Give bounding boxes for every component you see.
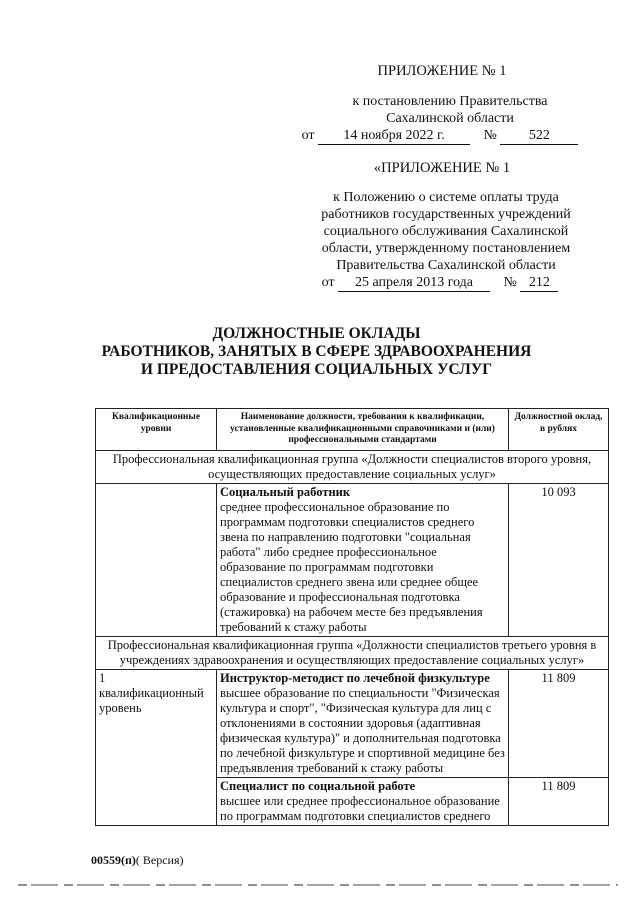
- annex-ref-line-4: области, утвержденному постановлением: [321, 241, 571, 256]
- scan-artifact-line: [18, 884, 618, 886]
- annex-title: ПРИЛОЖЕНИЕ № 1: [377, 63, 507, 79]
- row-position-cell: [217, 777, 509, 825]
- document-footer: [91, 853, 184, 868]
- annex-date: 14 ноября 2022 г.: [318, 127, 470, 145]
- header-levels: Квалификационные уровни: [96, 409, 217, 451]
- document-title-line-1: ДОЛЖНОСТНЫЕ ОКЛАДЫ: [212, 325, 421, 342]
- row-salary: 10 093: [509, 483, 609, 636]
- annex-header: [290, 63, 590, 145]
- annex-ref-line-2: работников государственных учреждений: [321, 207, 571, 222]
- position-title: Социальный работник: [220, 484, 351, 499]
- group-title-1: Профессиональная квалификационная группа «Должности специалистов второго уровня, осуществляющих предоставление социальных услуг»: [96, 450, 609, 483]
- position-requirements: среднее профессиональное образование по программам подготовки специалистов среднего звена по направлению подготовки "социальная работа" либо среднее профессиональное образование по программам подготовки специалистов среднего звена или среднее общее образование и профессиональная подготовка (стажировка) на рабочем месте без предъявления требований к стажу работы: [220, 499, 483, 634]
- annex-ref-date-line: [290, 274, 590, 292]
- annex-number: 522: [500, 127, 578, 145]
- row-position-cell: [217, 669, 509, 777]
- annex-ref-date: 25 апреля 2013 года: [338, 274, 490, 292]
- annex-ref-title: «ПРИЛОЖЕНИЕ № 1: [373, 160, 511, 176]
- table-row: [96, 669, 609, 777]
- table-header-row: [96, 409, 609, 451]
- ref-from-label: от: [321, 275, 335, 290]
- annex-ref-line-3: социального обслуживания Сахалинской: [323, 224, 569, 239]
- document-title-line-3: И ПРЕДОСТАВЛЕНИЯ СОЦИАЛЬНЫХ УСЛУГ: [140, 361, 493, 378]
- position-requirements: высшее образование по специальности "Физическая культура и спорт", "Физическая культура для лиц с отклонениями в состоянии здоровья (адаптивная физическая культура)" и дополнительная подготовка по лечебной физкультуре и спортивной медицине без предъявления требований к стажу работы: [220, 685, 505, 775]
- annex-line-2: Сахалинской области: [386, 111, 514, 126]
- number-label: №: [483, 128, 497, 143]
- row-position-cell: [217, 483, 509, 636]
- group-row: [96, 636, 609, 669]
- group-row: [96, 450, 609, 483]
- position-title: Инструктор-методист по лечебной физкультуре: [220, 670, 490, 685]
- from-label: от: [301, 128, 315, 143]
- document-title-line-2: РАБОТНИКОВ, ЗАНЯТЫХ В СФЕРЕ ЗДРАВООХРАНЕНИЯ: [101, 343, 532, 360]
- row-level: [96, 483, 217, 636]
- row-level: 1 квалификационный уровень: [96, 669, 217, 825]
- annex-date-line: [290, 127, 590, 145]
- position-requirements: высшее или среднее профессиональное образование по программам подготовки специалистов среднего: [220, 793, 500, 823]
- annex-reference: [290, 160, 590, 292]
- document-code: 00559(п): [91, 853, 136, 867]
- row-salary: 11 809: [509, 669, 609, 777]
- table-row: [96, 483, 609, 636]
- annex-line-1: к постановлению Правительства: [352, 94, 548, 109]
- salary-table: [95, 408, 609, 826]
- document-version: ( Версия): [135, 853, 184, 867]
- header-salary: Должностной оклад, в рублях: [509, 409, 609, 451]
- annex-ref-number: 212: [520, 274, 558, 292]
- document-title: [60, 325, 573, 379]
- position-title: Специалист по социальной работе: [220, 778, 416, 793]
- ref-number-label: №: [503, 275, 517, 290]
- group-title-2: Профессиональная квалификационная группа «Должности специалистов третьего уровня в учреждениях здравоохранения и осуществляющих предоставление социальных услуг»: [96, 636, 609, 669]
- annex-ref-line-5: Правительства Сахалинской области: [336, 258, 556, 273]
- annex-ref-line-1: к Положению о системе оплаты труда: [333, 190, 559, 205]
- header-position: Наименование должности, требования к квалификации, установленные квалификационными справочниками и (или) профессиональными стандартами: [217, 409, 509, 451]
- row-salary: 11 809: [509, 777, 609, 825]
